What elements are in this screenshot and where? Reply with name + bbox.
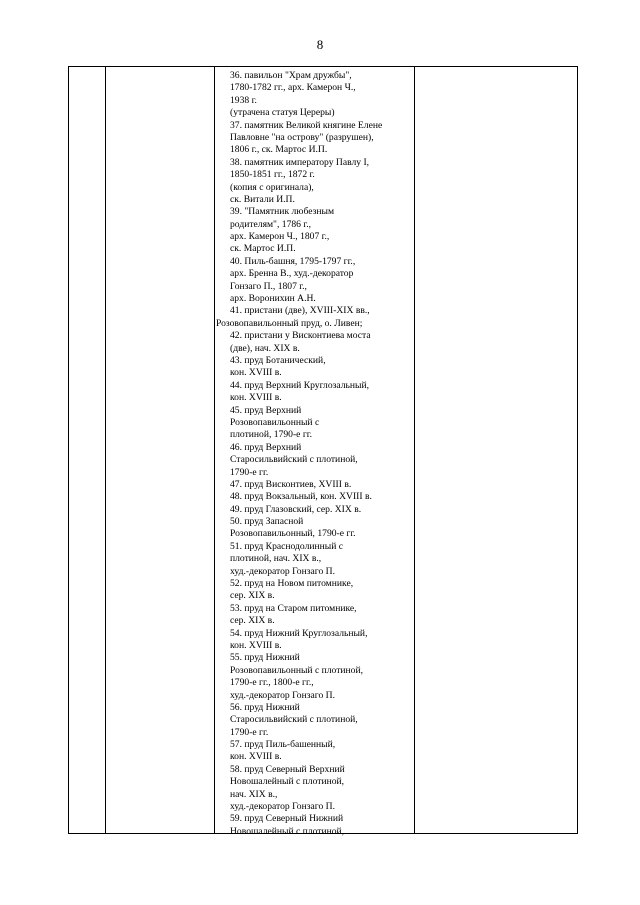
description-line: Розовопавильонный с плотиной, [230, 664, 363, 676]
description-line: Павловне "на острову" (разрушен), [230, 131, 374, 143]
description-line: 41. пристани (две), XVIII-XIX вв., [230, 305, 370, 317]
description-line: 1790-е гг., 1800-е гг., [230, 677, 314, 689]
description-line: Розовопавильонный с [230, 416, 320, 428]
description-line: 40. Пиль-башня, 1795-1797 гг., [230, 255, 356, 267]
description-line: 51. пруд Краснодолинный с [230, 540, 344, 552]
description-line: 1790-е гг. [230, 466, 269, 478]
description-line: ск. Мартос И.П. [230, 243, 296, 255]
description-line: 1780-1782 гг., арх. Камерон Ч., [230, 82, 356, 94]
description-line: 44. пруд Верхний Круглозальный, [230, 379, 370, 391]
description-line: (копия с оригинала), [230, 181, 314, 193]
description-line: арх. Бренна В., худ.-декоратор [230, 268, 354, 280]
description-line: кон. XVIII в. [230, 367, 282, 379]
table-right-border [577, 66, 578, 834]
table-left-border [68, 66, 69, 834]
description-line: 38. памятник императору Павлу I, [230, 156, 370, 168]
column-divider-3 [414, 66, 415, 834]
description-line: 48. пруд Вокзальный, кон. XVIII в. [230, 491, 372, 503]
description-line: 37. памятник Великой княгине Елене [230, 119, 383, 131]
description-line: 57. пруд Пиль-башенный, [230, 739, 336, 751]
description-line: 59. пруд Северный Нижний [230, 813, 344, 825]
page-number: 8 [316, 37, 324, 52]
description-cell [216, 70, 414, 838]
table-top-border [68, 66, 578, 67]
description-line: Новошалейный с плотиной, [230, 825, 345, 837]
description-line: 1790-е гг. [230, 726, 269, 738]
description-line: кон. XVIII в. [230, 751, 282, 763]
description-line: худ.-декоратор Гонзаго П. [230, 801, 335, 813]
description-line: родителям", 1786 г., [230, 218, 312, 230]
description-line: 45. пруд Верхний [230, 404, 302, 416]
description-line: худ.-декоратор Гонзаго П. [230, 689, 335, 701]
description-line: Гонзаго П., 1807 г., [230, 280, 307, 292]
description-line: (утрачена статуя Цереры) [230, 107, 335, 119]
description-line: 49. пруд Глазовский, сер. XIX в. [230, 503, 362, 515]
description-line: Новошалейный с плотиной, [230, 776, 345, 788]
description-line: 58. пруд Северный Верхний [230, 763, 345, 775]
description-line: арх. Воронихин А.Н. [230, 293, 316, 305]
description-line: (две), нач. XIX в. [230, 342, 300, 354]
description-line: 47. пруд Висконтиев, XVIII в. [230, 478, 352, 490]
description-line: сер. XIX в. [230, 615, 275, 627]
description-line: Розовопавильонный пруд, о. Ливен; [216, 317, 363, 329]
description-line: нач. XIX в., [230, 788, 278, 800]
description-line: плотиной, нач. XIX в., [230, 553, 322, 565]
description-line: 36. павильон "Храм дружбы", [230, 70, 352, 81]
description-line: кон. XVIII в. [230, 392, 282, 404]
description-line: 42. пристани у Висконтиева моста [230, 330, 371, 342]
description-line: 56. пруд Нижний [230, 701, 300, 713]
description-line: 43. пруд Ботанический, [230, 354, 326, 366]
description-line: 52. пруд на Новом питомнике, [230, 578, 354, 590]
column-divider-2 [214, 66, 215, 834]
description-line: 54. пруд Нижний Круглозальный, [230, 627, 368, 639]
description-line: плотиной, 1790-е гг. [230, 429, 313, 441]
description-line: Розовопавильонный, 1790-е гг. [230, 528, 356, 540]
description-line: сер. XIX в. [230, 590, 275, 602]
description-line: 1938 г. [230, 94, 257, 106]
description-line: 53. пруд на Старом питомнике, [230, 602, 357, 614]
document-table [68, 66, 578, 837]
description-line: 50. пруд Запасной [230, 516, 304, 528]
description-line: 1850-1851 гг., 1872 г. [230, 169, 315, 181]
description-line: 1806 г., ск. Мартос И.П. [230, 144, 328, 156]
description-line: арх. Камерон Ч., 1807 г., [230, 231, 330, 243]
column-divider-1 [105, 66, 106, 834]
description-line: Старосильвийский с плотиной, [230, 714, 358, 726]
description-line: ск. Витали И.П. [230, 193, 295, 205]
description-line: 46. пруд Верхний [230, 441, 302, 453]
description-line: худ.-декоратор Гонзаго П. [230, 565, 335, 577]
description-line: Старосильвийский с плотиной, [230, 454, 358, 466]
description-line: 55. пруд Нижний [230, 652, 300, 664]
description-line: 39. "Памятник любезным [230, 206, 335, 218]
description-line: кон. XVIII в. [230, 639, 282, 651]
